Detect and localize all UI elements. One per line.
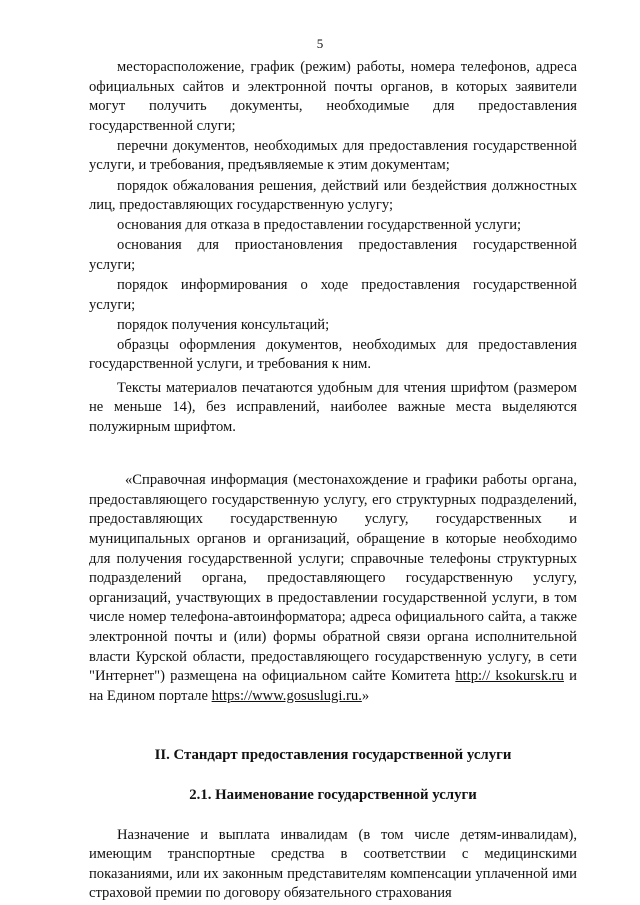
final-paragraph: Назначение и выплата инвалидам (в том числе детям-инвалидам), имеющим транспортные средства в соответствии с медицинскими показаниями, или их законным представителям компенсации уплаченной ими страховой премии по договору обязательного страхования [89,826,577,902]
list-item: основания для отказа в предоставлении государственной услуги; [117,217,522,234]
info-list [89,58,577,375]
quote-text-middle: и на Едином портале [89,668,577,704]
list-item: перечни документов, необходимых для предоставления государственной услуги, и требования, предъявляемые к этим документам; [89,137,577,174]
quote-text-after: » [361,687,370,704]
list-item: порядок обжалования решения, действий или бездействия должностных лиц, предоставляющих государственную услугу; [89,177,577,214]
document-body [89,58,577,904]
quote-paragraph [89,471,577,706]
quote-text-before: «Справочная информация (местонахождение и графики работы органа, предоставляющего государственную услугу, его структурных подразделений, предоставляющих государственную услугу, государственных и муниципальных органов и организаций, обращение в которые необходимо для получения государственной услуги; справочные телефоны структурных подразделений органа, предоставляющего государственную услугу, организаций, участвующих в предоставлении государственной услуги, в том числе номер телефона-автоинформатора; адреса официального сайта, а также электронной почты и (или) формы обратной связи органа исполнительной власти Курской области, предоставляющего государственную услугу, в сети "Интернет") размещена на официальном сайте Комитета [89,472,577,685]
texts-paragraph: Тексты материалов печатаются удобным для чтения шрифтом (размером не меньше 14), без исправлений, наиболее важные места выделяются полужирным шрифтом. [89,379,577,435]
reference-info-quote [89,471,577,706]
list-item: порядок получения консультаций; [117,316,330,333]
ksokursk-link[interactable]: http:// ksokursk.ru [455,668,564,685]
list-item: порядок информирования о ходе предоставления государственной услуги; [89,277,577,313]
gosuslugi-link[interactable]: https://www.gosuslugi.ru. [211,687,362,704]
list-item: основания для приостановления предоставления государственной услуги; [89,237,577,273]
list-item: месторасположение, график (режим) работы, номера телефонов, адреса официальных сайтов и электронной почты органов, в которых заявители могут получить документы, необходимые для предоставления государственной слуги; [89,59,577,134]
subsection-heading: 2.1. Наименование государственной услуги [189,787,477,803]
list-item: образцы оформления документов, необходимых для предоставления государственной услуги, и требования к ним. [89,336,577,373]
page-number: 5 [316,36,324,51]
section-heading: II. Стандарт предоставления государственной услуги [154,747,512,764]
